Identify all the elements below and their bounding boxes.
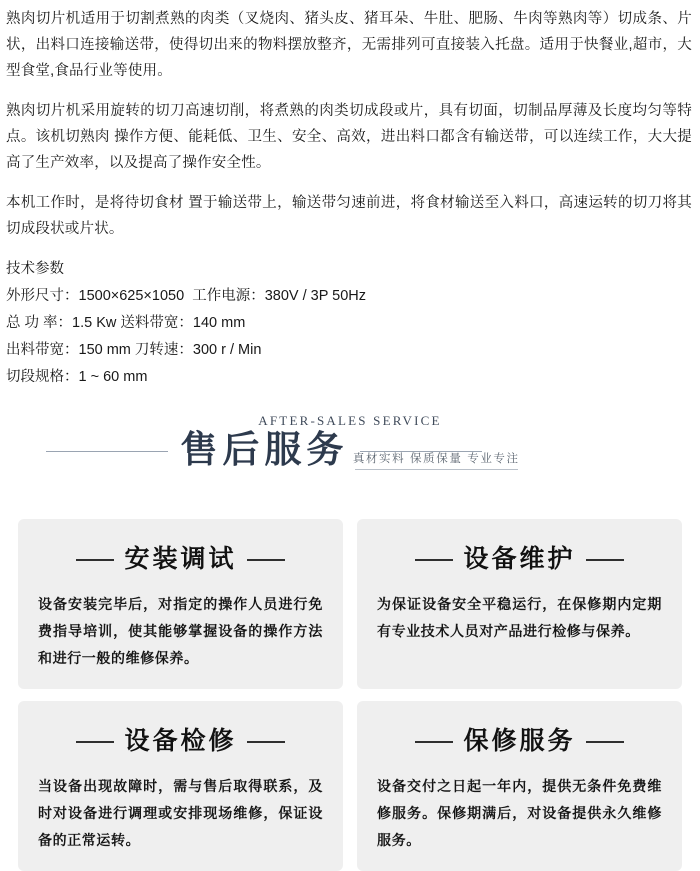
service-card-installation: [18, 519, 343, 689]
service-card-repair: [18, 701, 343, 871]
card-title: [377, 539, 662, 575]
service-card-maintenance: [357, 519, 682, 689]
spec-line-cut-range: 切段规格：1 ~ 60 mm: [6, 369, 148, 385]
service-card-warranty: [357, 701, 682, 871]
card-title: [377, 721, 662, 757]
spec-line-power: 总 功 率：1.5 Kw 送料带宽：140 mm: [6, 315, 246, 331]
card-title-text: 设备维护: [463, 539, 575, 575]
description-paragraph-1: 熟肉切片机适用于切割煮熟的肉类（叉烧肉、猪头皮、猪耳朵、牛肚、肥肠、牛肉等熟肉等）切成条、片状，出料口连接输送带，使得切出来的物料摆放整齐，无需排列可直接装入托盘。适用于快餐业,超市，大型食堂,食品行业等使用。: [6, 11, 692, 79]
card-title: [38, 539, 323, 575]
card-title: [38, 721, 323, 757]
card-body: 为保证设备安全平稳运行，在保修期内定期有专业技术人员对产品进行检修与保养。: [377, 596, 662, 639]
card-body: 设备安装完毕后，对指定的操作人员进行免费指导培训，使其能够掌握设备的操作方法和进行一般的维修保养。: [38, 596, 323, 666]
description-paragraph-3: 本机工作时，是将待切食材 置于输送带上，输送带匀速前进，将食材输送至入料口，高速运转的切刀将其切成段状或片状。: [6, 195, 692, 237]
card-title-text: 安装调试: [124, 539, 236, 575]
spec-line-outfeed: 出料带宽：150 mm 刀转速：300 r / Min: [6, 342, 262, 358]
spec-line-dimensions: 外形尺寸：1500×625×1050 工作电源：380V / 3P 50Hz: [6, 288, 366, 304]
description-paragraph-2: 熟肉切片机采用旋转的切刀高速切削，将煮熟的肉类切成段或片，具有切面，切制品厚薄及长度均匀等特点。该机切熟肉 操作方便、能耗低、卫生、安全、高效，进出料口都含有输送带，可以连续工作，大大提高了生产效率，以及提高了操作安全性。: [6, 103, 692, 171]
after-sales-banner: [0, 413, 700, 499]
product-description: [0, 0, 700, 242]
technical-specifications: [0, 256, 700, 391]
banner-english-title: AFTER-SALES SERVICE: [258, 413, 442, 428]
card-body: 设备交付之日起一年内，提供无条件免费维修服务。保修期满后，对设备提供永久维修服务。: [377, 778, 662, 848]
card-title-text: 保修服务: [463, 721, 575, 757]
banner-subtitle: 真材实料 保质保量 专业专注: [353, 450, 520, 466]
service-cards-grid: [0, 519, 700, 871]
banner-chinese-title: 售后服务: [180, 430, 349, 471]
card-body: 当设备出现故障时，需与售后取得联系，及时对设备进行调理或安排现场维修，保证设备的正常运转。: [38, 778, 323, 848]
card-title-text: 设备检修: [124, 721, 236, 757]
spec-heading: 技术参数: [6, 261, 64, 277]
